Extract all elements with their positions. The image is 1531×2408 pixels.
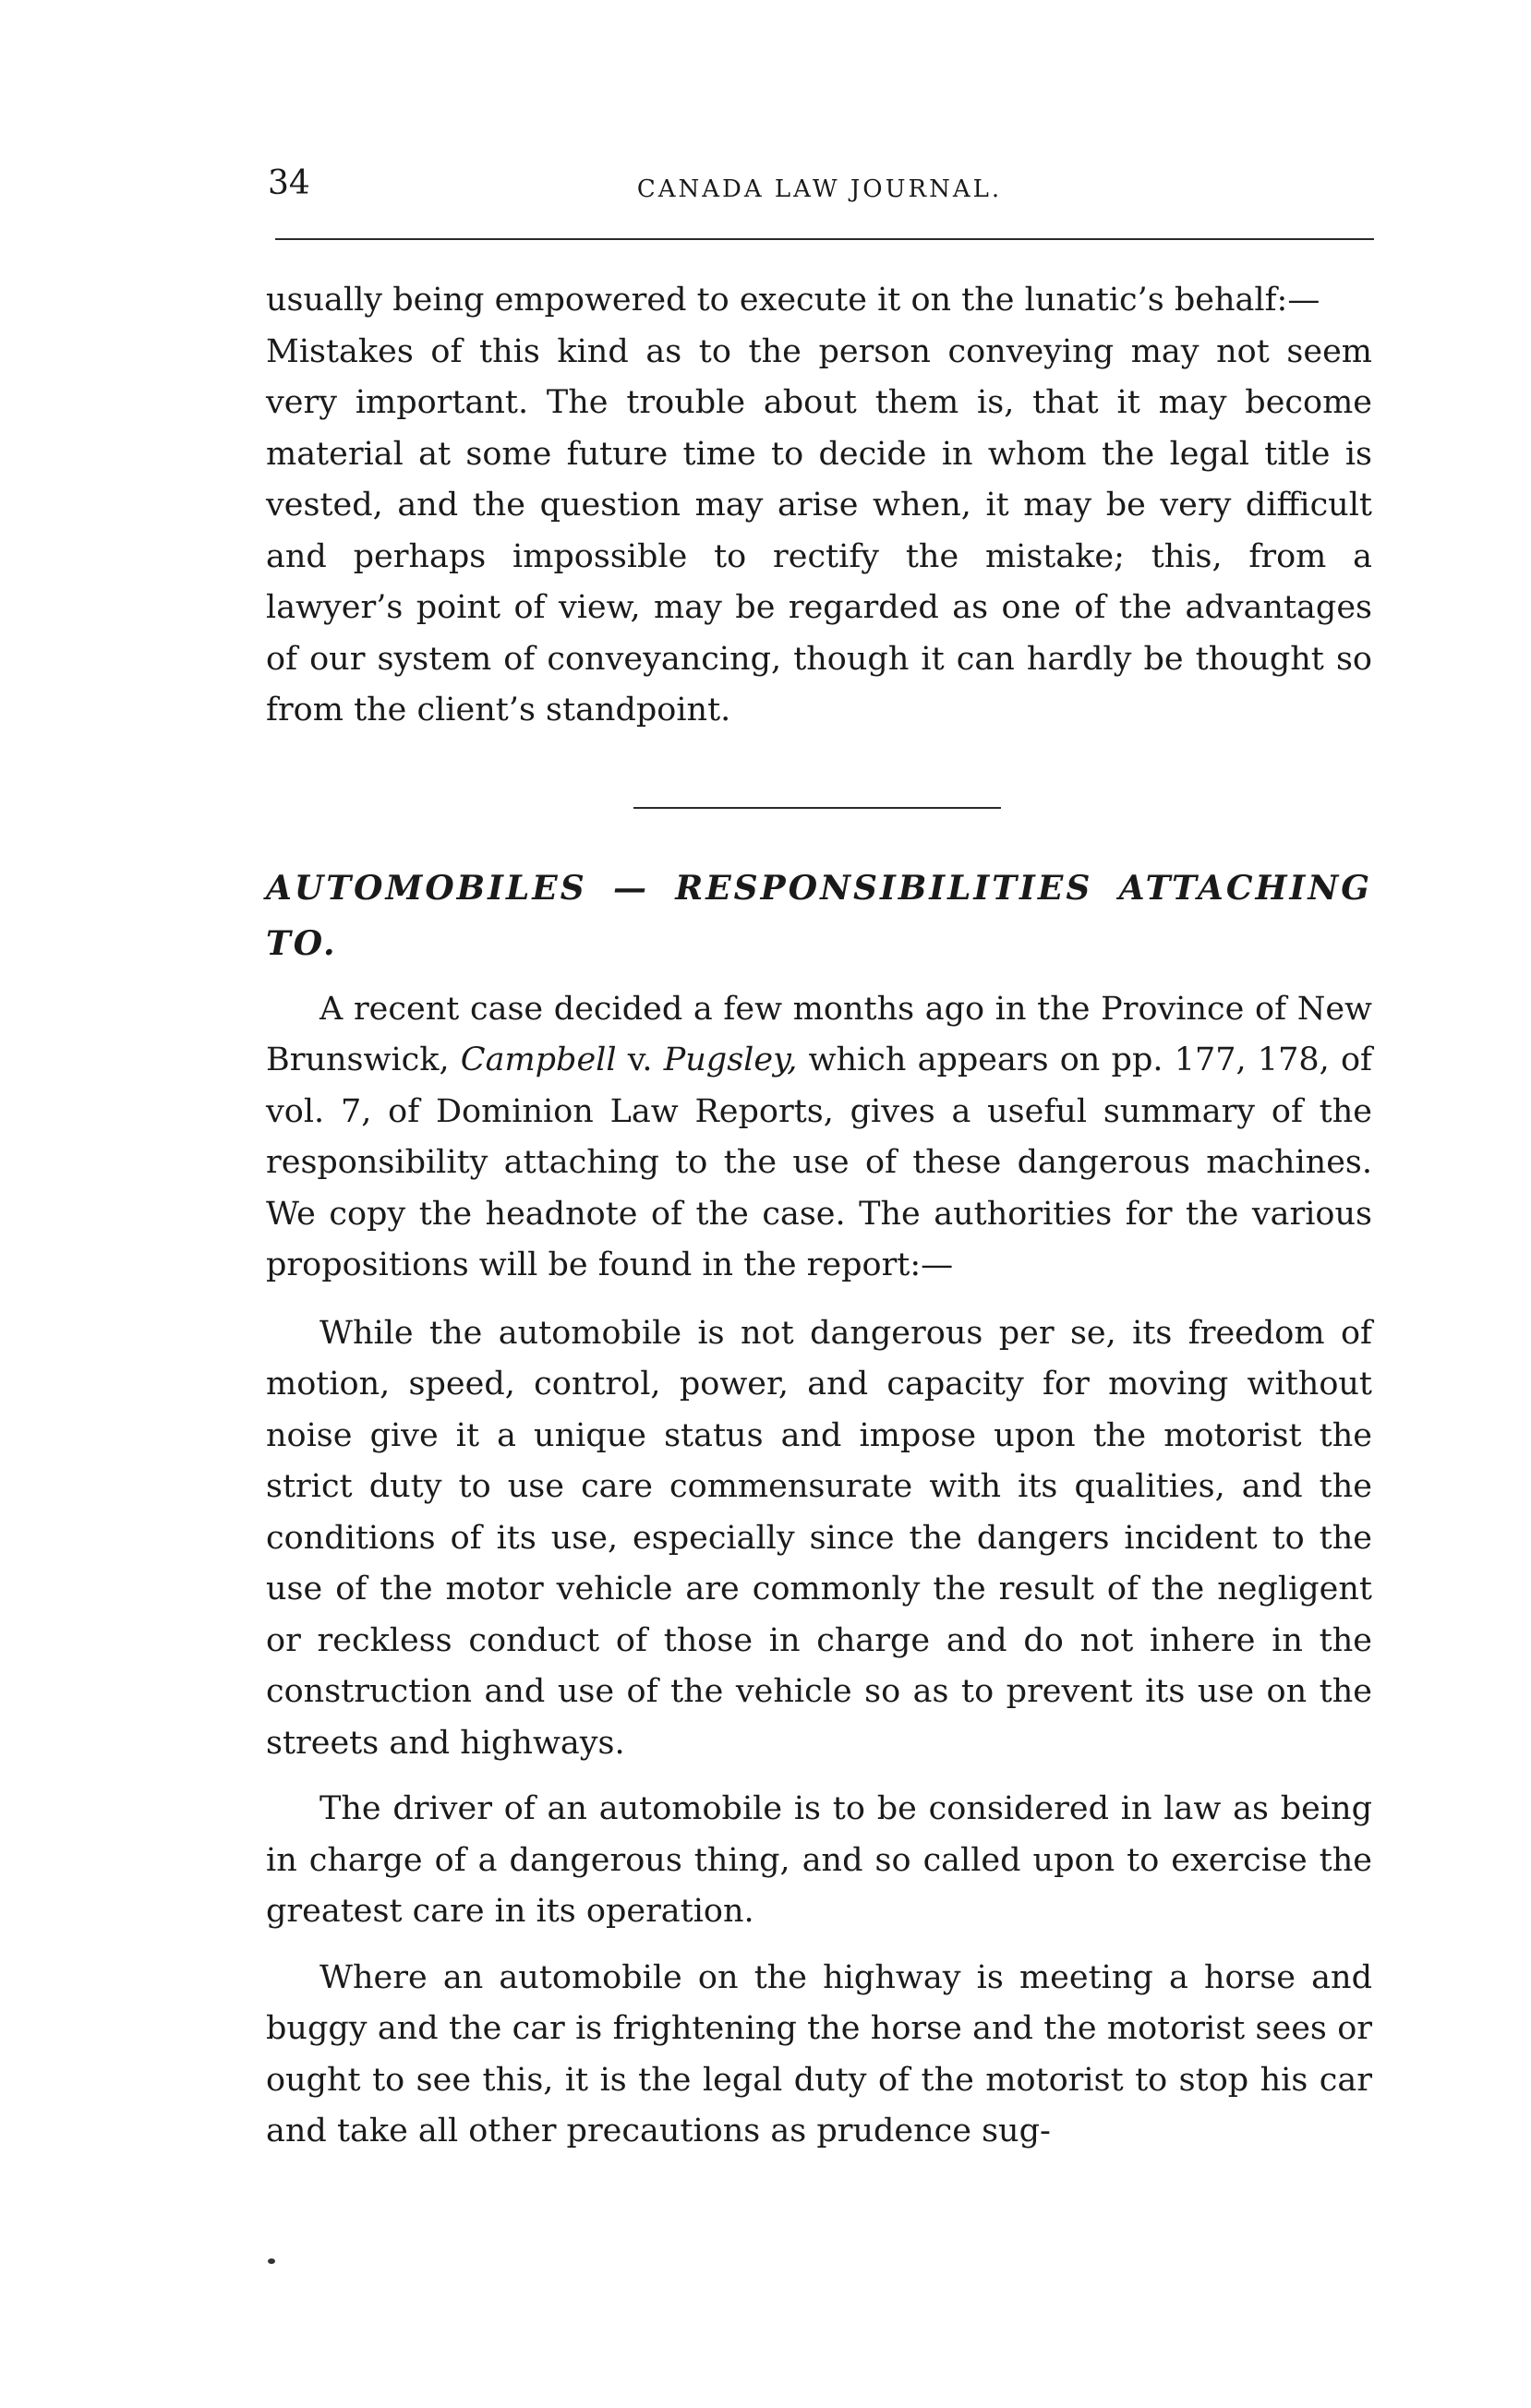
ink-speck (268, 2258, 275, 2264)
headnote-paragraph-1: While the automobile is not dangerous per se, its freedom of motion, speed, control, power, and capacity for moving without noise give it a unique status and impose upon the motorist the strict duty to use care commensurate with its qualities, and the conditions of its use, especially since the dangers incident to the use of the motor vehicle are commonly the result of the negligent or reckless conduct of those in charge and do not inhere in the construction and use of the vehicle so as to prevent its use on the streets and highways. (266, 1314, 1372, 1762)
header-rule (275, 238, 1374, 240)
text-column (266, 275, 1372, 2158)
continuation-line: usually being empowered to execute it on the lunatic’s behalf:— (266, 282, 1320, 319)
headnote-paragraph-2: The driver of an automobile is to be considered in law as being in charge of a dangerous thing, and so called upon to exercise the greatest care in its operation. (266, 1790, 1372, 1930)
case-party-2: Pugsley, (663, 1041, 798, 1078)
page-header (268, 164, 1371, 211)
section-title: AUTOMOBILES — RESPONSIBILITIES ATTACHING TO. (266, 868, 1372, 963)
intro-text-end: which appears on pp. 177, 178, of vol. 7, of Dominion Law Reports, gives a useful summary of the responsibility attaching to the use of these dangerous machines. We copy the headnote of the case. The authorities for the various propositions will be found in the report:— (266, 1041, 1372, 1283)
case-party-1: Campbell (460, 1041, 617, 1078)
headnote-paragraph-3: Where an automobile on the highway is meeting a horse and buggy and the car is frightening the horse and the motorist sees or ought to see this, it is the legal duty of the motorist to stop his car and take all other precautions as prudence sug- (266, 1958, 1372, 2149)
intro-text-start: A recent case decided a few months ago in the Province of New Brunswick, (266, 990, 1372, 1078)
running-head: CANADA LAW JOURNAL. (636, 175, 1003, 203)
page-number: 34 (268, 164, 310, 202)
paragraph-intro (266, 984, 1372, 1292)
paragraph-mistakes: Mistakes of this kind as to the person conveying may not seem very important. The trouble about them is, that it may become material at some future time to decide in whom the legal title is vested, and the question may arise when, it may be very difficult and perhaps impossible to rectify the mistake; this, from a lawyer’s point of view, may be regarded as one of the advantages of our system of conveyancing, though it can hardly be thought so from the client’s standpoint. (266, 332, 1372, 728)
section-divider (633, 807, 1001, 809)
case-versus: v. (616, 1041, 664, 1078)
